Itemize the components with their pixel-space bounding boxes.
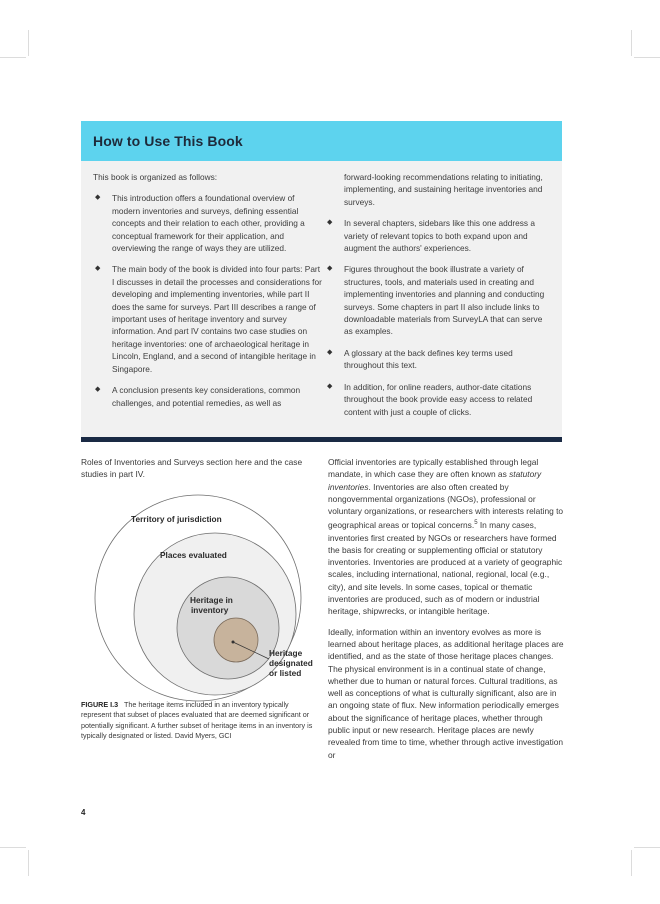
sidebar-intro: This book is organized as follows: bbox=[93, 172, 218, 182]
caption-label: FIGURE I.3 bbox=[81, 700, 119, 709]
sidebar-bottom-rule bbox=[81, 437, 562, 442]
right-body-text bbox=[328, 456, 564, 761]
label-territory: Territory of jurisdiction bbox=[131, 514, 222, 524]
crop-mark bbox=[634, 57, 660, 58]
list-item: ◆ This introduction offers a foundational overview of modern inventories and surveys, defining essential concepts and their relation to each other, providing a conceptual framework for their application, and overviewing the range of ways they are utilized. bbox=[95, 193, 305, 254]
bullet-icon: ◆ bbox=[327, 348, 333, 356]
list-item: ◆ A conclusion presents key considerations, common challenges, and potential remedies, as well as bbox=[95, 385, 301, 408]
bullet-icon: ◆ bbox=[95, 265, 101, 273]
label-inventory-1: Heritage in bbox=[190, 595, 233, 605]
list-item: ◆ In addition, for online readers, author-date citations throughout the book provide easy access to related content with just a couple of clicks. bbox=[327, 381, 533, 417]
caption-text: The heritage items included in an inventory typically represent that subset of places evaluated that are deemed significant or potentially significant. A further subset of heritage items in an inventory is typically designated or listed. David Myers, GCI bbox=[81, 700, 313, 741]
label-inventory-2: inventory bbox=[191, 605, 229, 615]
bullet-icon: ◆ bbox=[95, 386, 101, 394]
callout-dot bbox=[232, 641, 235, 644]
paragraph: Official inventories are typically established through legal mandate, in which case they are often known as statutory inventories. Inventories are also often created by nongovernmental organizations (NGOs), professional or voluntary organizations, or researchers with interests relating to geographical areas or topical concerns.$^5$ In many cases, inventories first created by NGOs or researchers have formed the basis for creating or supplementing official or statutory inventories. Inventories are produced at a variety of geographic scales, including international, national, regional, local (e.g., city), and site levels. In some cases, topical or thematic inventories are produced, such as of modern or industrial heritage, shipwrecks, or intangible heritage. bbox=[328, 457, 564, 617]
crop-mark bbox=[0, 57, 26, 58]
crop-mark bbox=[28, 850, 29, 876]
sidebar-left-column bbox=[93, 171, 323, 409]
label-designated-2: designated bbox=[269, 658, 313, 668]
left-body-text: Roles of Inventories and Surveys section here and the case studies in part IV. bbox=[81, 457, 303, 480]
sidebar-right-column bbox=[325, 171, 551, 418]
list-item: ◆ Figures throughout the book illustrate a variety of structures, tools, and materials used in creating and implementing inventories and planning and conducting surveys. Some chapters in part II also include links to downloadable materials from SurveyLA that can serve as examples. bbox=[327, 264, 545, 337]
designated-circle bbox=[214, 618, 258, 662]
bullet-icon: ◆ bbox=[327, 265, 333, 273]
figure-diagram bbox=[81, 494, 315, 702]
crop-mark bbox=[634, 847, 660, 848]
list-item: ◆ A glossary at the back defines key terms used throughout this text. bbox=[327, 347, 513, 371]
bullet-icon: ◆ bbox=[95, 194, 101, 202]
sidebar-continuation: forward-looking recommendations relating to initiating, implementing, and sustaining heritage inventories and surveys. bbox=[344, 172, 543, 207]
label-evaluated: Places evaluated bbox=[160, 550, 227, 560]
list-item: ◆ The main body of the book is divided into four parts: Part I discusses in detail the processes and considerations for developing and implementing inventories, while part II does the same for surveys. Part III describes a range of important uses of heritage inventory and survey information. And part IV contains two case studies on heritage inventories: one of archaeological heritage in Lincoln, England, and a second of intangible heritage in Singapore. bbox=[95, 264, 322, 374]
sidebar-title: How to Use This Book bbox=[93, 133, 243, 149]
paragraph: Ideally, information within an inventory evolves as more is learned about heritage places, as additional heritage places are identified, and as the state of those heritage places changes. The physical environment is in a continual state of change, whether due to human or natural forces. Cultural traditions, as well as conceptions of what is culturally significant, also are in an ongoing state of flux. New information periodically emerges about the significance of heritage places, whether through public input or new research. Heritage places are newly revealed from time to time, whether through active investigation or bbox=[328, 626, 564, 760]
sidebar-header bbox=[81, 121, 562, 161]
page-number: 4 bbox=[81, 808, 86, 817]
figure-caption bbox=[81, 700, 313, 742]
bullet-icon: ◆ bbox=[327, 219, 333, 227]
crop-mark bbox=[631, 850, 632, 876]
nested-circles-diagram bbox=[81, 494, 315, 702]
bullet-icon: ◆ bbox=[327, 382, 333, 390]
crop-mark bbox=[28, 30, 29, 56]
list-item: ◆ In several chapters, sidebars like this one address a variety of relevant topics to both expand upon and augment the authors' experiences. bbox=[327, 218, 535, 254]
crop-mark bbox=[0, 847, 26, 848]
crop-mark bbox=[631, 30, 632, 56]
label-designated-3: or listed bbox=[269, 668, 302, 678]
label-designated-1: Heritage bbox=[269, 648, 303, 658]
sidebar-box bbox=[81, 121, 562, 442]
